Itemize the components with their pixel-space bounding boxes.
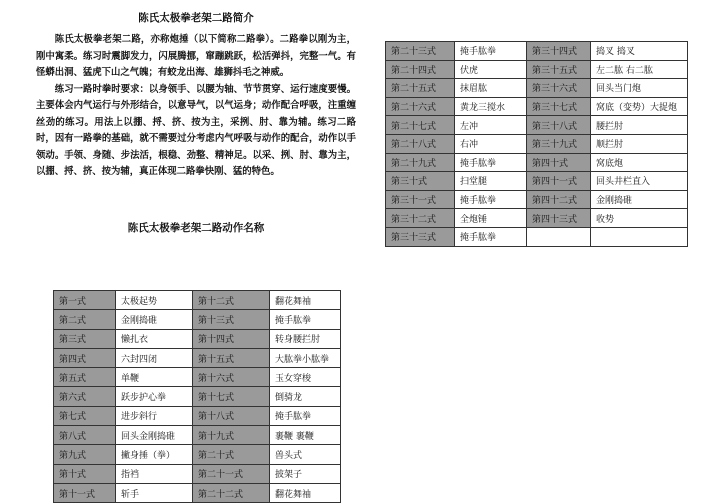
form-number-cell: 第四十二式	[527, 190, 591, 209]
form-number-cell: 第二十六式	[386, 97, 455, 116]
table-row	[386, 227, 688, 246]
form-number-cell: 第三十式	[386, 172, 455, 191]
form-name-cell: 太极起势	[116, 291, 193, 310]
forms-table-part-1	[53, 290, 341, 503]
form-number-cell: 第三十八式	[527, 116, 591, 135]
form-name-cell: 单鞭	[116, 368, 193, 387]
form-number-cell: 第八式	[54, 426, 116, 445]
form-number-cell: 第十八式	[193, 406, 270, 425]
form-name-cell: 玉女穿梭	[270, 368, 341, 387]
form-name-cell: 回头金刚捣碓	[116, 426, 193, 445]
form-number-cell: 第四十三式	[527, 209, 591, 228]
form-name-cell: 回头井栏直入	[591, 172, 688, 191]
form-number-cell: 第七式	[54, 406, 116, 425]
form-name-cell: 金刚捣碓	[591, 190, 688, 209]
form-number-cell: 第十五式	[193, 348, 270, 367]
form-name-cell: 黄龙三搅水	[455, 97, 527, 116]
table-body	[386, 42, 688, 247]
form-number-cell: 第十一式	[54, 483, 116, 502]
table-row	[386, 97, 688, 116]
form-name-cell: 回头当门炮	[591, 79, 688, 98]
form-number-cell: 第一式	[54, 291, 116, 310]
table-row	[386, 116, 688, 135]
table-row	[386, 134, 688, 153]
table-row	[386, 79, 688, 98]
form-name-cell: 斩手	[116, 483, 193, 502]
form-number-cell: 第二式	[54, 310, 116, 329]
form-name-cell: 掩手肱拳	[455, 227, 527, 246]
form-name-cell: 金刚捣碓	[116, 310, 193, 329]
form-number-cell: 第四式	[54, 348, 116, 367]
table-row	[54, 310, 341, 329]
intro-paragraph-2: 练习一路时拳时要求：以身领手、以腰为轴、节节贯穿、运行速度要慢。主要体会内气运行与外形结合，以意导气，以气运身；动作配合呼吸，注重缠丝劲的练习。用法上以掤、捋、挤、按为主，采挒、肘、靠为辅。练习二路时，因有一路拳的基础，就不需要过分考虑内气呼吸与动作的配合，动作以手领动。手领、身随、步法活，根稳、劲整、精神足。以采、挒、肘、靠为主，以掤、捋、挤、按为辅，真正体现二路拳快刚、猛的特色。	[36, 83, 356, 177]
form-name-cell: 掩手肱拳	[455, 190, 527, 209]
form-name-cell: 顺拦肘	[591, 134, 688, 153]
table-row	[386, 42, 688, 61]
form-name-cell: 指裆	[116, 464, 193, 483]
table-row	[54, 348, 341, 367]
form-name-cell: 掩手肱拳	[270, 310, 341, 329]
form-number-cell: 第十三式	[193, 310, 270, 329]
form-number-cell: 第十四式	[193, 329, 270, 348]
table-row	[54, 291, 341, 310]
form-number-cell: 第三十七式	[527, 97, 591, 116]
form-name-cell: 抹眉肱	[455, 79, 527, 98]
empty-cell	[527, 227, 591, 246]
form-number-cell: 第二十式	[193, 445, 270, 464]
form-number-cell: 第三式	[54, 329, 116, 348]
form-name-cell: 左冲	[455, 116, 527, 135]
form-name-cell: 翻花舞袖	[270, 483, 341, 502]
form-name-cell: 掩手肱拳	[455, 153, 527, 172]
form-number-cell: 第四十一式	[527, 172, 591, 191]
form-name-cell: 进步斜行	[116, 406, 193, 425]
table-row	[54, 368, 341, 387]
form-number-cell: 第二十八式	[386, 134, 455, 153]
form-name-cell: 窝底（变势）大捉炮	[591, 97, 688, 116]
empty-cell	[591, 227, 688, 246]
form-number-cell: 第五式	[54, 368, 116, 387]
form-number-cell: 第三十四式	[527, 42, 591, 61]
form-name-cell: 窝底炮	[591, 153, 688, 172]
form-number-cell: 第十七式	[193, 387, 270, 406]
form-number-cell: 第三十一式	[386, 190, 455, 209]
form-number-cell: 第九式	[54, 445, 116, 464]
table-row	[54, 329, 341, 348]
table-row	[386, 153, 688, 172]
form-number-cell: 第十式	[54, 464, 116, 483]
form-name-cell: 裹鞭 裹鞭	[270, 426, 341, 445]
table-row	[54, 445, 341, 464]
forms-title: 陈氏太极拳老架二路动作名称	[127, 222, 265, 234]
form-number-cell: 第二十三式	[386, 42, 455, 61]
table-row	[54, 483, 341, 502]
table-row	[54, 406, 341, 425]
form-name-cell: 撇身捶（拳）	[116, 445, 193, 464]
form-name-cell: 左二肱 右二肱	[591, 60, 688, 79]
table-row	[386, 172, 688, 191]
form-number-cell: 第二十一式	[193, 464, 270, 483]
table-row	[386, 190, 688, 209]
form-name-cell: 披架子	[270, 464, 341, 483]
form-name-cell: 翻花舞袖	[270, 291, 341, 310]
table-body	[54, 291, 341, 503]
forms-table-part-2	[385, 41, 688, 247]
form-name-cell: 兽头式	[270, 445, 341, 464]
form-name-cell: 掩手肱拳	[270, 406, 341, 425]
table-row	[386, 209, 688, 228]
form-name-cell: 右冲	[455, 134, 527, 153]
form-number-cell: 第六式	[54, 387, 116, 406]
form-name-cell: 六封四闭	[116, 348, 193, 367]
form-number-cell: 第二十七式	[386, 116, 455, 135]
form-name-cell: 扫堂腿	[455, 172, 527, 191]
form-number-cell: 第十九式	[193, 426, 270, 445]
form-name-cell: 捣叉 捣叉	[591, 42, 688, 61]
form-number-cell: 第三十九式	[527, 134, 591, 153]
intro-section	[36, 10, 356, 181]
intro-title: 陈氏太极拳老架二路简介	[138, 12, 254, 24]
form-name-cell: 收势	[591, 209, 688, 228]
form-number-cell: 第十六式	[193, 368, 270, 387]
table-row	[54, 387, 341, 406]
form-name-cell: 跃步护心拳	[116, 387, 193, 406]
form-number-cell: 第三十六式	[527, 79, 591, 98]
form-number-cell: 第二十二式	[193, 483, 270, 502]
intro-paragraph-1: 陈氏太极拳老架二路，亦称炮捶（以下简称二路拳）。二路拳以刚为主，刚中寓柔。练习时震脚发力，闪展腾挪，窜蹦跳跃，松活弹抖，完整一气。有怪蟒出洞、猛虎下山之气魄；有蛟龙出海、雄狮抖毛之神威。	[36, 34, 356, 78]
form-name-cell: 懒扎衣	[116, 329, 193, 348]
form-name-cell: 腰拦肘	[591, 116, 688, 135]
table-row	[54, 464, 341, 483]
table-row	[54, 426, 341, 445]
form-name-cell: 伏虎	[455, 60, 527, 79]
form-number-cell: 第十二式	[193, 291, 270, 310]
form-name-cell: 全炮锤	[455, 209, 527, 228]
form-name-cell: 转身腰拦肘	[270, 329, 341, 348]
form-number-cell: 第二十四式	[386, 60, 455, 79]
form-name-cell: 大肱拳小肱拳	[270, 348, 341, 367]
form-number-cell: 第二十九式	[386, 153, 455, 172]
form-number-cell: 第三十三式	[386, 227, 455, 246]
form-name-cell: 掩手肱拳	[455, 42, 527, 61]
table-row	[386, 60, 688, 79]
form-number-cell: 第三十二式	[386, 209, 455, 228]
form-name-cell: 倒骑龙	[270, 387, 341, 406]
form-number-cell: 第三十五式	[527, 60, 591, 79]
form-number-cell: 第二十五式	[386, 79, 455, 98]
form-number-cell: 第四十式	[527, 153, 591, 172]
